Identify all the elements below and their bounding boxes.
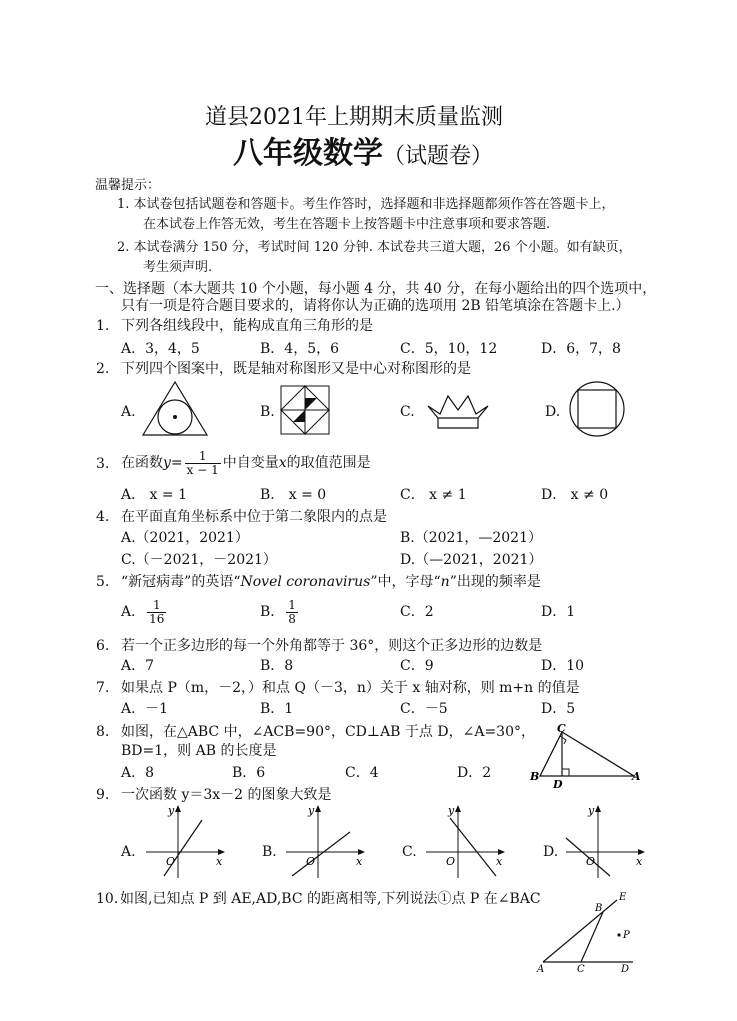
q5-option-b <box>260 594 300 630</box>
q5-stem-mid: ”中，字母“ <box>370 574 441 590</box>
q10-label-a: A <box>537 964 545 975</box>
q5-option-b-label: B． <box>260 604 285 620</box>
q7-stem: 如果点 P（m，－2，）和点 Q（－3，n）关于 x 轴对称，则 m+n 的值是 <box>121 680 580 696</box>
q9-c-line <box>450 818 496 876</box>
q9-a-x-label: x <box>216 855 223 868</box>
q3-eq: = <box>170 455 183 471</box>
q5-stem-en: Novel coronavirus <box>240 574 371 590</box>
tips-item2-line2: 考生须声明. <box>143 260 213 275</box>
q10-figure <box>535 890 635 976</box>
q9-a-origin: O <box>166 855 176 868</box>
q4-option-c: C.（－2021，－2021） <box>121 552 277 568</box>
q10-stem: 如图,已知点 P 到 AE,AD,BC 的距离相等,下列说法①点 P 在∠BAC <box>120 891 541 907</box>
q5-stem-n: n <box>440 574 450 590</box>
q9-option-c-label: C. <box>402 844 417 860</box>
exam-subject: 八年级数学 <box>233 136 383 171</box>
q9-c-y-label: y <box>448 804 455 817</box>
q8-option-d: D．2 <box>457 765 492 781</box>
q9-option-a-graph <box>140 802 230 880</box>
q2-option-a-figure <box>140 380 210 438</box>
q10-label-e: E <box>619 892 627 903</box>
q3-stem-post: 的取值范围是 <box>286 455 371 471</box>
section1-heading: 一、选择题（本大题共 10 个小题，每小题 4 分，共 40 分，在每小题给出的四个选项中， <box>95 281 657 297</box>
q8-option-c: C．4 <box>345 765 379 781</box>
q6-number: 6. <box>96 638 110 654</box>
q8-label-a: A <box>632 770 641 783</box>
q3-var: x <box>278 455 287 471</box>
q2-stem: 下列四个图案中，既是轴对称图形又是中心对称图形的是 <box>121 361 471 377</box>
q5-stem <box>121 573 541 591</box>
q4-number: 4. <box>96 509 110 525</box>
q2-option-b-label: B. <box>260 404 275 420</box>
q7-option-d: D．5 <box>541 701 576 717</box>
tips-item1-line2: 在本试卷上作答无效，考生在答题卡上按答题卡中注意事项和要求答题. <box>143 217 551 232</box>
q9-option-b-label: B. <box>262 844 277 860</box>
q9-stem: 一次函数 y＝3x－2 的图象大致是 <box>121 787 332 803</box>
q5-option-d: D．1 <box>541 604 576 620</box>
q8-label-b: B <box>530 770 540 783</box>
q6-stem: 若一个正多边形的每一个外角都等于 36°，则这个正多边形的边数是 <box>121 638 543 654</box>
q8-option-b: B．6 <box>232 765 266 781</box>
q9-option-d-label: D. <box>543 844 559 860</box>
q1-option-a: A．3，4，5 <box>121 341 200 357</box>
q8-label-d: D <box>553 778 563 791</box>
q8-number: 8. <box>96 724 110 740</box>
q1-option-b: B．4，5，6 <box>260 341 340 357</box>
q2-number: 2. <box>96 361 110 377</box>
q3-option-b: B． x = 0 <box>260 487 327 503</box>
q5-b-den: 8 <box>288 611 296 626</box>
q9-b-origin: O <box>306 855 316 868</box>
q8-label-c: C <box>557 722 566 735</box>
q6-option-c: C．9 <box>400 658 434 674</box>
q6-option-b: B．8 <box>260 658 294 674</box>
tips-label: 温馨提示： <box>95 178 161 193</box>
q1-number: 1. <box>96 318 110 334</box>
q7-number: 7. <box>96 680 110 696</box>
q9-a-y-label: y <box>168 804 175 817</box>
q1-option-d: D．6，7，8 <box>541 341 621 357</box>
q4-option-d: D.（—2021，2021） <box>400 552 543 568</box>
q4-option-b: B.（2021，—2021） <box>400 530 542 546</box>
q5-b-num: 1 <box>288 597 296 612</box>
q3-number: 3. <box>96 456 110 472</box>
q10-label-d: D <box>621 964 630 975</box>
q9-d-origin: O <box>586 855 596 868</box>
q7-option-a: A．－1 <box>121 701 169 717</box>
exam-title-paren: （试题卷） <box>383 144 494 169</box>
q8-triangle-figure <box>522 720 644 792</box>
tips-item2-line1: 2. 本试卷满分 150 分，考试时间 120 分钟. 本试卷共三道大题，26 个小题。如有缺页， <box>117 240 632 255</box>
q5-option-a-fraction <box>147 599 166 626</box>
q9-c-x-label: x <box>496 855 503 868</box>
q3-option-d: D． x ≠ 0 <box>541 487 609 503</box>
q9-d-y-label: y <box>588 804 595 817</box>
q10-label-p: P <box>623 930 630 941</box>
q3-option-a: A． x = 1 <box>121 487 187 503</box>
q9-b-line <box>292 832 350 876</box>
q2-option-d-figure <box>568 380 626 438</box>
q9-option-b-graph <box>280 802 370 880</box>
q3-stem-pre: 在函数 <box>121 455 163 471</box>
q10-label-b: B <box>595 903 603 914</box>
q5-stem-pre: “新冠病毒”的英语“ <box>121 574 241 590</box>
q10-number: 10. <box>96 891 119 907</box>
q5-option-a-label: A． <box>121 604 146 620</box>
q2-option-a-label: A. <box>121 404 136 420</box>
q3-func-var: y <box>163 455 171 471</box>
q9-b-x-label: x <box>356 855 363 868</box>
exam-title-main <box>233 128 493 172</box>
q8-stem-line1: 如图，在△ABC 中，∠ACB=90°，CD⊥AB 于点 D，∠A=30°， <box>121 724 535 740</box>
q9-number: 9. <box>96 787 110 803</box>
q3-fraction <box>185 450 221 477</box>
tips-item1-line1: 1. 本试卷包括试题卷和答题卡。考生作答时，选择题和非选择题都须作答在答题卡上， <box>117 197 615 212</box>
q2-option-c-label: C. <box>400 404 415 420</box>
q8-stem-line2: BD=1，则 AB 的长度是 <box>121 743 277 759</box>
q5-option-c: C．2 <box>400 604 434 620</box>
q5-a-num: 1 <box>147 599 166 613</box>
q4-stem: 在平面直角坐标系中位于第二象限内的点是 <box>121 509 387 525</box>
q5-a-den: 16 <box>149 611 165 626</box>
q10-label-c: C <box>577 964 585 975</box>
q5-stem-post: ”出现的频率是 <box>449 574 541 590</box>
q2-option-c-figure <box>424 388 492 432</box>
q9-b-y-label: y <box>308 804 315 817</box>
q5-option-b-fraction <box>286 599 298 626</box>
q3-option-c: C． x ≠ 1 <box>400 487 467 503</box>
q6-option-d: D．10 <box>541 658 585 674</box>
q9-d-x-label: x <box>636 855 643 868</box>
q8-option-a: A．8 <box>121 765 155 781</box>
exam-title-line1: 道县2021年上期期末质量监测 <box>205 105 503 130</box>
section1-heading-cont: 只有一项是符合题目要求的，请将你认为正确的选项用 2B 铅笔填涂在答题卡上.） <box>121 298 630 314</box>
q3-frac-num: 1 <box>185 450 221 464</box>
q3-stem-mid: 中自变量 <box>222 455 279 471</box>
q2-option-b-figure <box>279 384 331 436</box>
q1-option-c: C．5，10，12 <box>400 341 498 357</box>
q4-option-a: A.（2021，2021） <box>121 530 249 546</box>
q2-option-d-label: D. <box>545 404 561 420</box>
q3-frac-den: x − 1 <box>186 462 219 477</box>
q9-option-c-graph <box>420 802 510 880</box>
q7-option-b: B．1 <box>260 701 294 717</box>
q5-option-a <box>121 594 168 630</box>
q9-c-origin: O <box>446 855 456 868</box>
q9-option-d-graph <box>560 802 650 880</box>
q5-number: 5. <box>96 574 110 590</box>
q9-option-a-label: A. <box>121 844 136 860</box>
q3-stem <box>121 446 371 480</box>
q1-stem: 下列各组线段中，能构成直角三角形的是 <box>121 318 373 334</box>
q6-option-a: A．7 <box>121 658 155 674</box>
q7-option-c: C．－5 <box>400 701 448 717</box>
